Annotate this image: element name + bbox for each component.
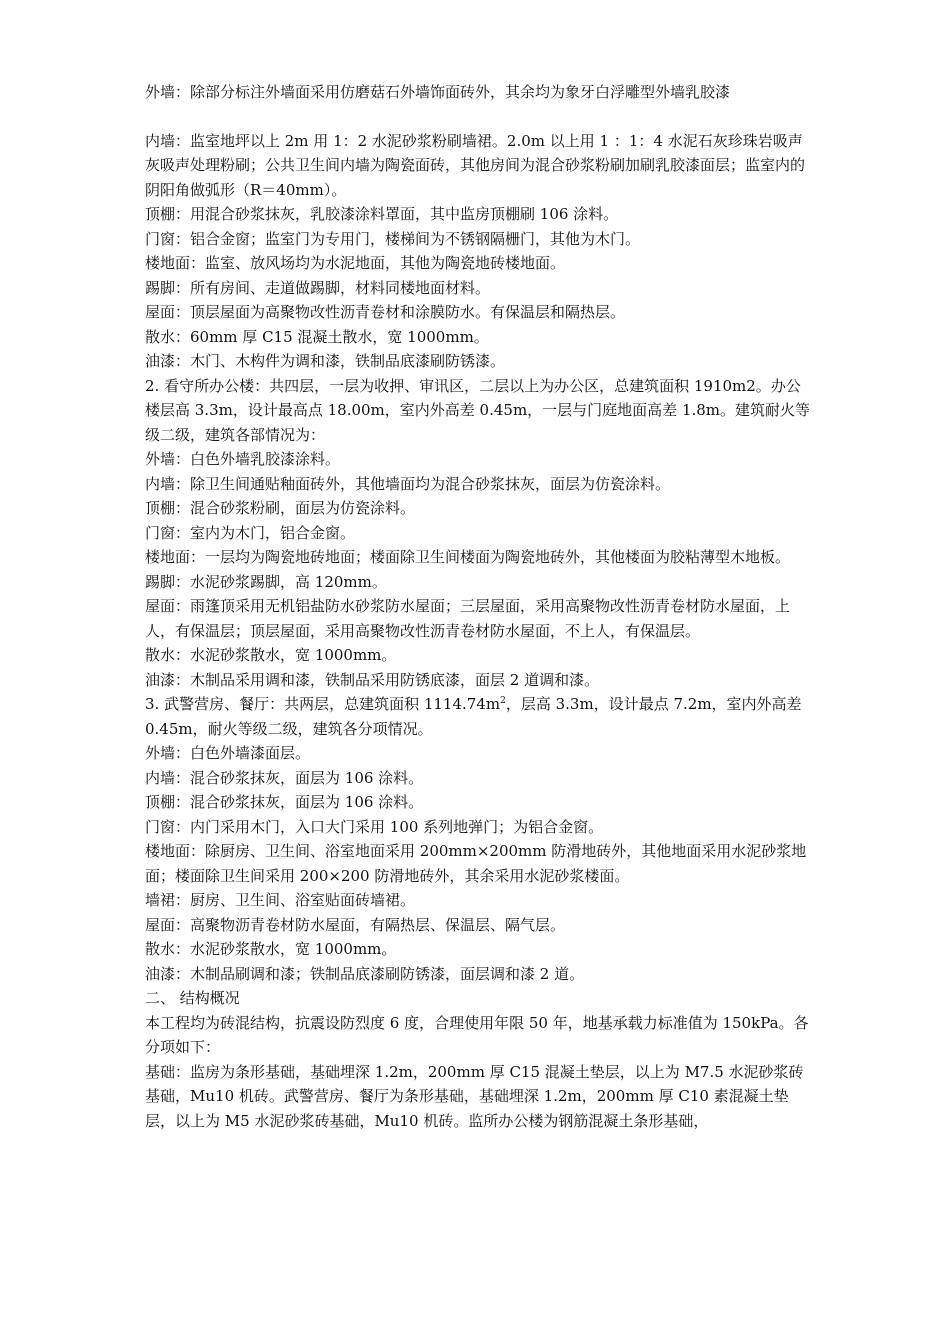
paragraph-structure-overview: 本工程均为砖混结构，抗震设防烈度 6 度，合理使用年限 50 年，地基承载力标准值为 150kPa。各分项如下： (145, 1013, 809, 1056)
document-page (145, 80, 815, 1133)
paragraph-barracks-floors: 楼地面：除厨房、卫生间、浴室地面采用 200mm×200mm 防滑地砖外，其他地面采用水泥砂浆地面；楼面除卫生间采用 200×200 防滑地砖外，其余采用水泥砂浆楼面。 (145, 842, 807, 885)
paragraph-doors-windows: 门窗：铝合金窗；监室门为专用门，楼梯间为不锈钢隔栅门，其他为木门。 (145, 229, 641, 248)
paragraph-barracks-paint: 油漆：木制品刷调和漆；铁制品底漆刷防锈漆，面层调和漆 2 道。 (145, 964, 585, 983)
paragraph-barracks-interior-wall: 内墙：混合砂浆抹灰，面层为 106 涂料。 (145, 768, 424, 787)
paragraph-interior-wall: 内墙：监室地坪以上 2m 用 1：2 水泥砂浆粉刷墙裙。2.0m 以上用 1 ：1：4 水泥石灰珍珠岩吸声灰吸声处理粉刷；公共卫生间内墙为陶瓷面砖，其他房间为混合砂浆粉刷加刷乳胶漆面层；监室内的阴阳角做弧形（R＝40mm）。 (145, 131, 806, 199)
paragraph-office-interior-wall: 内墙：除卫生间通贴釉面砖外，其他墙面均为混合砂浆抹灰，面层为仿瓷涂料。 (145, 474, 671, 493)
paragraph-office-ceiling: 顶棚：混合砂浆粉刷，面层为仿瓷涂料。 (145, 499, 416, 517)
paragraph-barracks-dado: 墙裙：厨房、卫生间、浴室贴面砖墙裙。 (145, 891, 416, 909)
barracks-text-part2: ，层高 3.3m，设计最点 7.2m，室内外高差 0.45m，耐火等级二级，建筑各分项情况。 (145, 695, 802, 738)
section-heading-structure: 二、 结构概况 (145, 989, 240, 1007)
superscript-squared: 2 (500, 696, 506, 706)
paragraph-office-floors: 楼地面：一层均为陶瓷地砖地面；楼面除卫生间楼面为陶瓷地砖外，其他楼面为胶粘薄型木地板。 (145, 548, 791, 566)
paragraph-skirting: 踢脚：所有房间、走道做踢脚，材料同楼地面材料。 (145, 278, 491, 297)
paragraph-barracks-exterior-wall: 外墙：白色外墙漆面层。 (145, 744, 311, 762)
paragraph-office-doors-windows: 门窗：室内为木门，铝合金窗。 (145, 523, 356, 542)
paragraph-roof: 屋面：顶层屋面为高聚物改性沥青卷材和涂膜防水。有保温层和隔热层。 (145, 303, 626, 321)
paragraph-office-building: 2. 看守所办公楼：共四层，一层为收押、审讯区，二层以上为办公区，总建筑面积 1910m2。办公楼层高 3.3m，设计最高点 18.00m，室内外高差 0.45m，一层与门庭地面高差 1.8m。建筑耐火等级二级，建筑各部情况为： (145, 376, 811, 444)
paragraph-ceiling: 顶棚：用混合砂浆抹灰，乳胶漆涂料罩面，其中监房顶棚刷 106 涂料。 (145, 205, 619, 223)
paragraph-barracks-roof: 屋面：高聚物沥青卷材防水屋面，有隔热层、保温层、隔气层。 (145, 915, 566, 934)
paragraph-office-paint: 油漆：木制品采用调和漆，铁制品采用防锈底漆，面层 2 道调和漆。 (145, 670, 600, 689)
paragraph-exterior-wall: 外墙：除部分标注外墙面采用仿磨菇石外墙饰面砖外，其余均为象牙白浮雕型外墙乳胶漆 (145, 83, 731, 101)
paragraph-apron: 散水：60mm 厚 C15 混凝土散水，宽 1000mm。 (145, 327, 489, 346)
blank-line (145, 105, 815, 129)
paragraph-paint: 油漆：木门、木构件为调和漆，铁制品底漆刷防锈漆。 (145, 352, 506, 370)
paragraph-foundation: 基础：监房为条形基础，基础埋深 1.2m，200mm 厚 C15 混凝土垫层，以上为 M7.5 水泥砂浆砖基础，Mu10 机砖。武警营房、餐厅为条形基础，基础埋深 1.2m，200mm 厚 C10 素混凝土垫层，以上为 M5 水泥砂浆砖基础，Mu10 机砖。监所办公楼为钢筋混凝土条形基础， (145, 1062, 804, 1130)
paragraph-floors: 楼地面：监室、放风场均为水泥地面，其他为陶瓷地砖楼地面。 (145, 254, 566, 272)
paragraph-office-skirting: 踢脚：水泥砂浆踢脚，高 120mm。 (145, 572, 387, 591)
paragraph-barracks-ceiling: 顶棚：混合砂浆抹灰，面层为 106 涂料。 (145, 793, 424, 811)
paragraph-office-apron: 散水：水泥砂浆散水，宽 1000mm。 (145, 646, 397, 664)
paragraph-barracks (145, 692, 815, 741)
paragraph-office-exterior-wall: 外墙：白色外墙乳胶漆涂料。 (145, 450, 341, 468)
paragraph-office-roof: 屋面：雨篷顶采用无机铝盐防水砂浆防水屋面；三层屋面，采用高聚物改性沥青卷材防水屋面，上人，有保温层；顶层屋面，采用高聚物改性沥青卷材防水屋面，不上人，有保温层。 (145, 597, 791, 640)
barracks-text-part1: 3. 武警营房、餐厅：共两层，总建筑面积 1114.74m (145, 695, 501, 713)
paragraph-barracks-apron: 散水：水泥砂浆散水，宽 1000mm。 (145, 940, 397, 958)
paragraph-barracks-doors-windows: 门窗：内门采用木门，入口大门采用 100 系列地弹门；为铝合金窗。 (145, 817, 604, 836)
